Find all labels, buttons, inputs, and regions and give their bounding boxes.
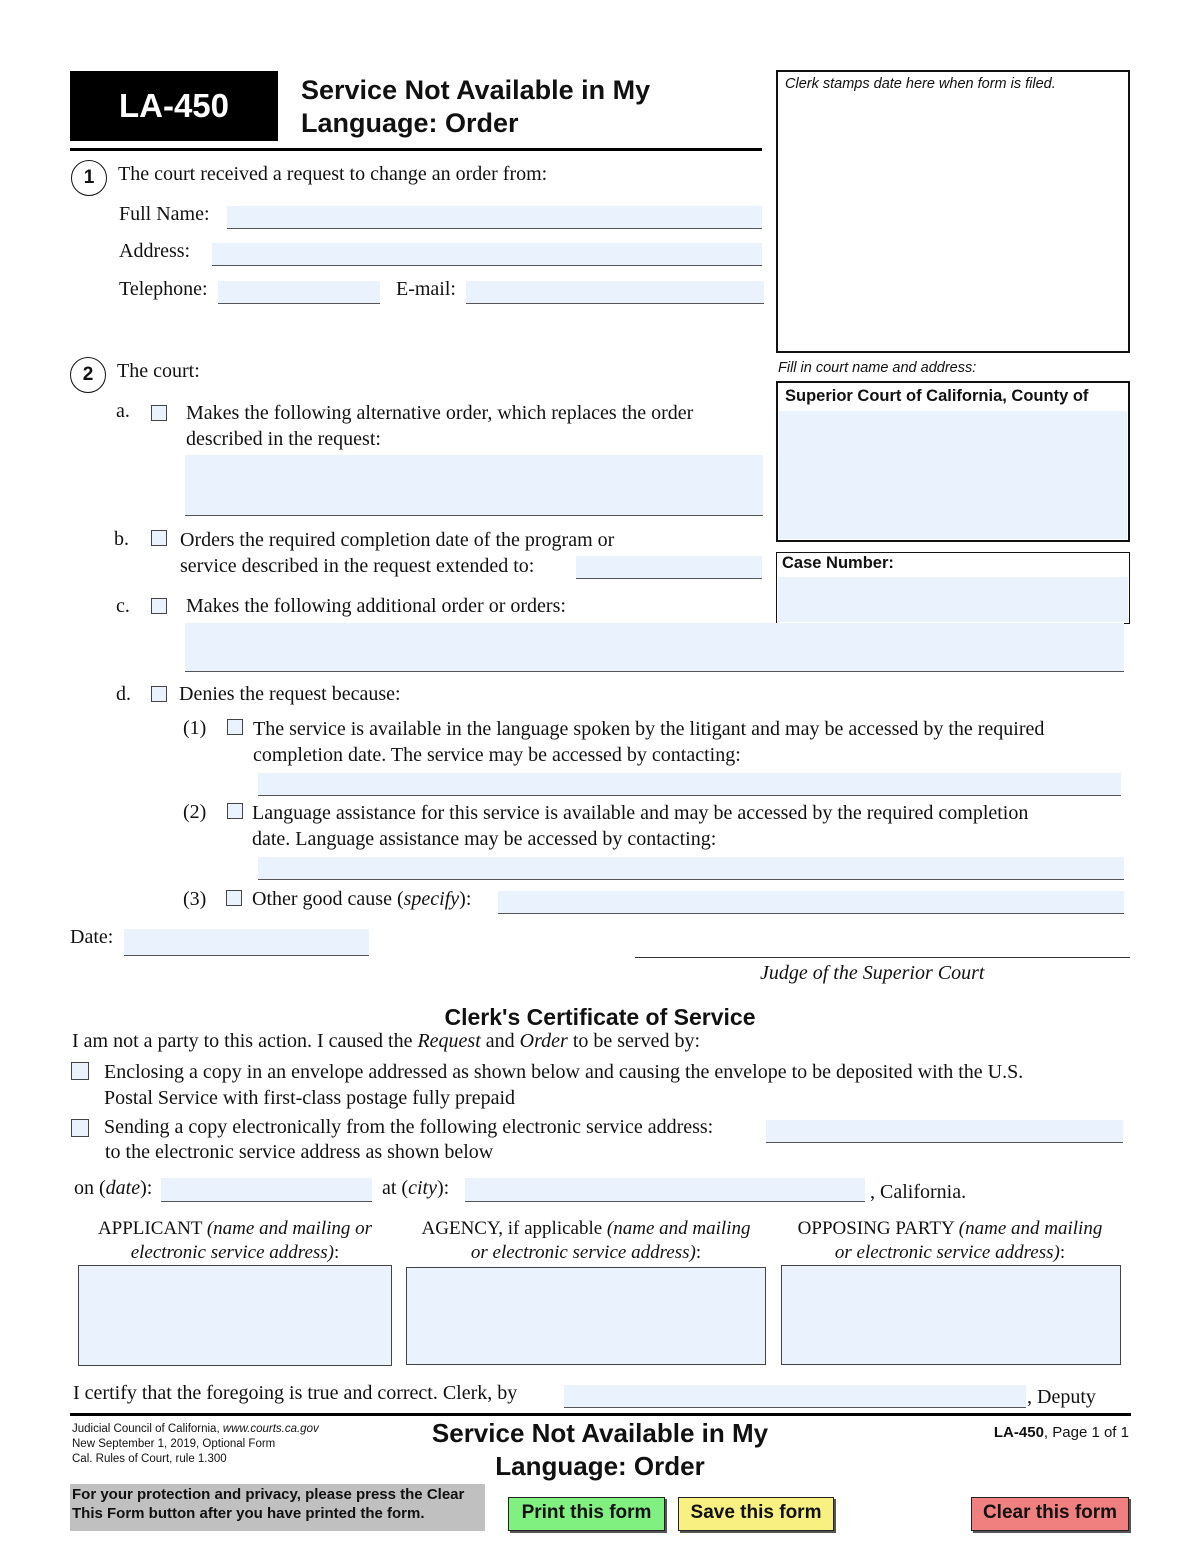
- electronic-service-text-2: to the electronic service address as shown below: [105, 1141, 494, 1163]
- footer-title: Service Not Available in My Language: Order: [431, 1418, 769, 1481]
- certificate-intro: I am not a party to this action. I caused the Request and Order to be served by:: [72, 1030, 700, 1052]
- item-2d2-text: Language assistance for this service is available and may be accessed by the required completion date. Language assistance may be accessed by contacting:: [252, 802, 1029, 850]
- clerk-signature-field[interactable]: [564, 1385, 1026, 1408]
- item-2-text: The court:: [117, 360, 200, 382]
- item-2b-text: Orders the required completion date of the program or service described in the request extended to:: [180, 529, 615, 577]
- item-2d1-text: The service is available in the language spoken by the litigant and may be accessed by the required completion date. The service may be accessed by contacting:: [253, 718, 1045, 766]
- email-label: E-mail:: [396, 278, 456, 300]
- alternative-order-field[interactable]: [185, 455, 763, 516]
- item-2b-letter: b.: [114, 528, 129, 550]
- footer-rule: [70, 1413, 1131, 1416]
- item-2d2-number: (2): [183, 801, 207, 823]
- item-1-text: The court received a request to change an order from:: [118, 163, 548, 185]
- date-label: Date:: [70, 926, 114, 948]
- item-2d3-number: (3): [183, 888, 207, 910]
- item-2d2-checkbox[interactable]: [227, 803, 243, 819]
- form-title: Service Not Available in My Language: Order: [301, 75, 651, 138]
- item-2a-checkbox[interactable]: [151, 405, 167, 421]
- applicant-heading: APPLICANT (name and mailing or electronic service address):: [97, 1218, 373, 1263]
- item-2d-checkbox[interactable]: [151, 686, 167, 702]
- privacy-notice: For your protection and privacy, please press the Clear This Form button after you have printed the form.: [70, 1484, 485, 1531]
- email-field[interactable]: [466, 281, 764, 304]
- deputy-label: , Deputy: [1027, 1386, 1096, 1408]
- clerk-stamp-label: Clerk stamps date here when form is filed.: [785, 76, 1056, 92]
- additional-orders-field[interactable]: [185, 623, 1124, 672]
- full-name-field[interactable]: [227, 206, 762, 229]
- judge-label: Judge of the Superior Court: [760, 962, 985, 984]
- item-2a-letter: a.: [116, 400, 130, 422]
- certificate-title: Clerk's Certificate of Service: [444, 1004, 756, 1030]
- item-2d-text: Denies the request because:: [179, 683, 401, 705]
- extended-date-field[interactable]: [576, 556, 762, 579]
- court-name-box: [776, 381, 1130, 542]
- date-field[interactable]: [124, 929, 369, 956]
- california-label: , California.: [870, 1181, 967, 1203]
- certify-text: I certify that the foregoing is true and correct. Clerk, by: [73, 1382, 518, 1404]
- item-2d1-checkbox[interactable]: [227, 719, 243, 735]
- service-contact-field[interactable]: [258, 773, 1121, 796]
- item-2d1-number: (1): [183, 717, 207, 739]
- save-form-button[interactable]: Save this form: [678, 1497, 834, 1531]
- applicant-address-field[interactable]: [78, 1265, 392, 1366]
- item-2d-letter: d.: [116, 683, 131, 705]
- agency-heading: AGENCY, if applicable (name and mailing or electronic service address):: [421, 1218, 751, 1263]
- telephone-field[interactable]: [218, 281, 380, 304]
- mail-service-text: Enclosing a copy in an envelope addressed as shown below and causing the envelope to be deposited with the U.S. Postal Service with first-class postage fully prepaid: [104, 1061, 1024, 1109]
- clear-form-button[interactable]: Clear this form: [971, 1497, 1129, 1531]
- item-2c-letter: c.: [116, 595, 130, 617]
- print-form-button[interactable]: Print this form: [508, 1497, 665, 1531]
- judge-signature-line: [635, 957, 1130, 958]
- case-number-box: [776, 552, 1130, 624]
- electronic-service-checkbox[interactable]: [71, 1119, 89, 1137]
- form-number: LA-450: [118, 87, 230, 124]
- case-number-label: Case Number:: [782, 554, 894, 572]
- opposing-party-address-field[interactable]: [781, 1265, 1121, 1365]
- item-2c-text: Makes the following additional order or orders:: [186, 595, 566, 617]
- on-date-label: on (date):: [74, 1177, 153, 1199]
- item-2d3-text: Other good cause (specify):: [252, 888, 472, 910]
- other-cause-field[interactable]: [498, 891, 1124, 914]
- opposing-party-heading: OPPOSING PARTY (name and mailing or electronic service address):: [797, 1218, 1103, 1263]
- full-name-label: Full Name:: [119, 203, 210, 225]
- item-2d3-checkbox[interactable]: [226, 890, 242, 906]
- court-name-header: Superior Court of California, County of: [785, 387, 1089, 405]
- item-2c-checkbox[interactable]: [151, 598, 167, 614]
- court-name-field[interactable]: [779, 411, 1127, 539]
- service-city-field[interactable]: [465, 1178, 865, 1202]
- case-number-field[interactable]: [778, 577, 1128, 622]
- agency-address-field[interactable]: [406, 1267, 766, 1365]
- assistance-contact-field[interactable]: [258, 857, 1124, 880]
- address-field[interactable]: [212, 243, 762, 266]
- electronic-service-text-1: Sending a copy electronically from the following electronic service address:: [104, 1116, 714, 1138]
- item-2b-checkbox[interactable]: [151, 530, 167, 546]
- service-date-field[interactable]: [161, 1178, 372, 1202]
- footer-council-info: Judicial Council of California, www.courts.ca.gov New September 1, 2019, Optional Form Cal. Rules of Court, rule 1.300: [72, 1423, 319, 1465]
- court-fill-label: Fill in court name and address:: [778, 360, 977, 376]
- address-label: Address:: [119, 240, 191, 262]
- item-2a-text: Makes the following alternative order, which replaces the order described in the request:: [186, 402, 694, 450]
- header-rule: [70, 148, 762, 151]
- form-number-box: [70, 71, 278, 141]
- at-city-label: at (city):: [382, 1177, 450, 1199]
- telephone-label: Telephone:: [119, 278, 208, 300]
- mail-service-checkbox[interactable]: [71, 1062, 89, 1080]
- item-1-number: 1: [71, 160, 107, 196]
- footer-page-info: LA-450, Page 1 of 1: [993, 1424, 1129, 1441]
- electronic-address-field[interactable]: [766, 1120, 1123, 1143]
- clerk-stamp-box: [776, 70, 1130, 353]
- item-2-number: 2: [70, 357, 106, 393]
